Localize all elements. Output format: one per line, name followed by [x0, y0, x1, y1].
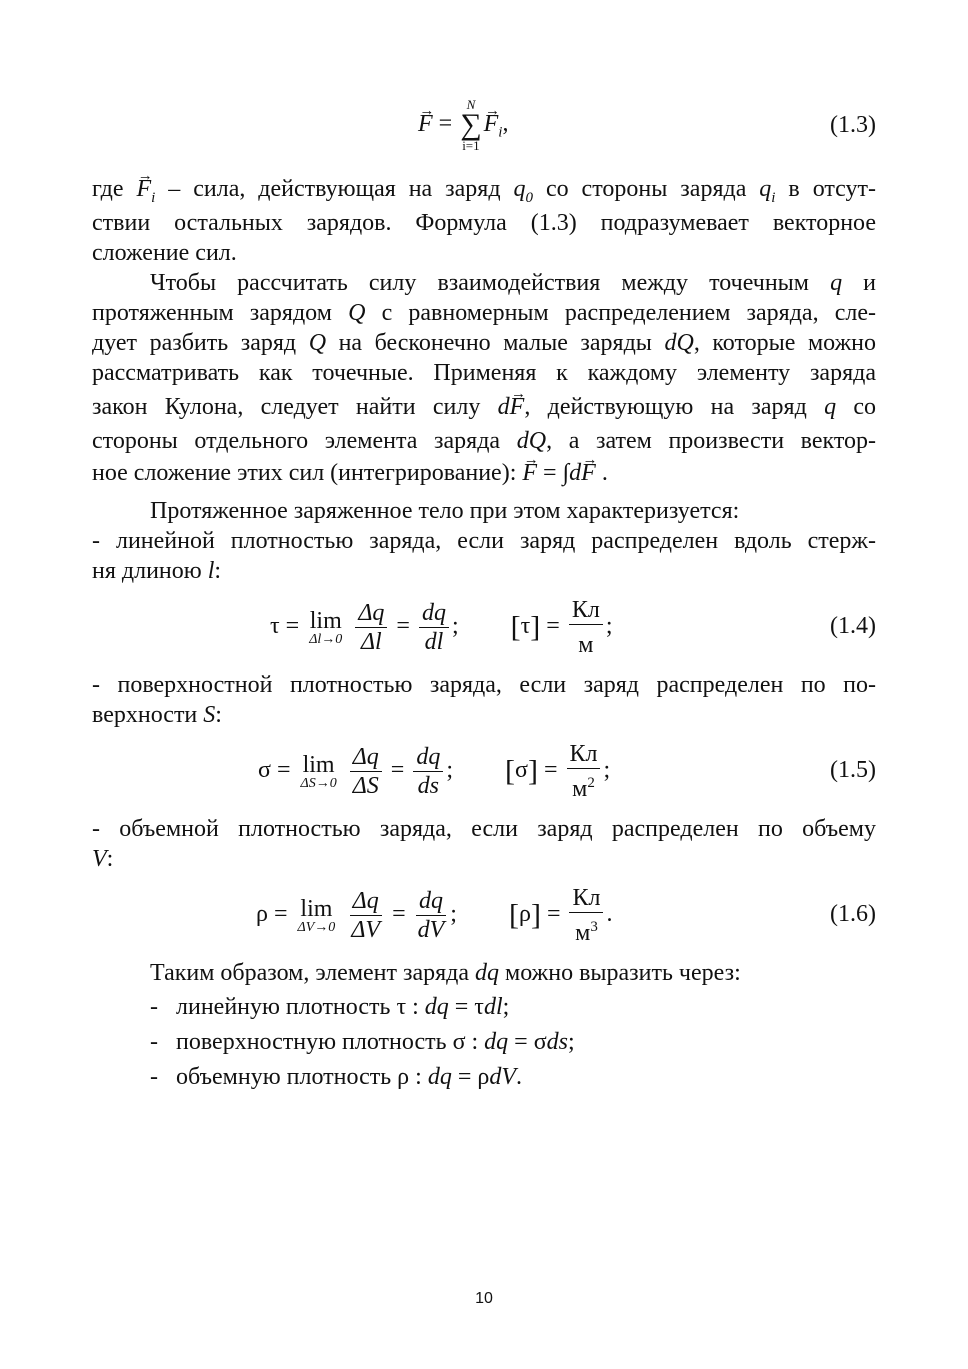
- paragraph-line: V:: [92, 846, 114, 872]
- paragraph-line: Чтобы рассчитать силу взаимодействия между точечным q и: [150, 270, 876, 296]
- paragraph-line: ня длиною l:: [92, 558, 222, 584]
- paragraph-line: ствии остальных зарядов. Формула (1.3) подразумевает векторное: [92, 210, 876, 236]
- paragraph-line: где → $F_i$ – сила, действующая на заряд $q_0$ со стороны заряда $q_i$ в отсут-: [92, 174, 876, 213]
- list-item: - поверхностную плотность σ : dq = σds;: [150, 1029, 575, 1055]
- paragraph-line: - линейной плотностью заряда, если заряд распределен вдоль стерж-: [92, 528, 876, 554]
- vector-F: → F: [418, 109, 433, 139]
- paragraph-line: протяженным зарядом Q с равномерным распределением заряда, сле-: [92, 300, 876, 326]
- equation-number-1-3: (1.3): [830, 112, 876, 138]
- paragraph-line: ное сложение этих сил (интегрирование): → F = ∫d→ F .: [92, 458, 876, 488]
- equation-1-5: σ = lim ΔS→0 $\frac{\Delta q}{\Delta S}$ = $\frac{dq}{ds}$ ; [σ] = $\frac{Кл}{м^2}$ ;: [258, 741, 611, 802]
- paragraph-line: - объемной плотностью заряда, если заряд распределен по объему: [92, 816, 876, 842]
- equation-number-1-4: (1.4): [830, 613, 876, 639]
- paragraph-line: Протяженное заряженное тело при этом характеризуется:: [150, 498, 740, 524]
- equation-1-4: τ = lim Δl→0 $\frac{\Delta q}{\Delta l}$ = $\frac{dq}{dl}$ ; [τ] = $\frac{Кл}{м}$ ;: [270, 597, 613, 658]
- equation-number-1-6: (1.6): [830, 901, 876, 927]
- paragraph-line: дует разбить заряд Q на бесконечно малые заряды dQ, которые можно: [92, 330, 876, 356]
- vector-F-i: → F: [484, 109, 499, 139]
- paragraph-line: - поверхностной плотностью заряда, если заряд распределен по по-: [92, 672, 876, 698]
- equation-1-3: → F = N ∑ i=1 → $F_i$,: [418, 98, 508, 152]
- paragraph-line: закон Кулона, следует найти силу d→ F, действующую на заряд q со: [92, 392, 876, 422]
- list-item: - линейную плотность τ : dq = τdl;: [150, 994, 510, 1020]
- paragraph-line: верхности S:: [92, 702, 222, 728]
- sum-operator: N ∑ i=1: [460, 97, 482, 153]
- paragraph-line: сложение сил.: [92, 240, 237, 266]
- paragraph-line: стороны отдельного элемента заряда dQ, а затем произвести вектор-: [92, 428, 877, 454]
- page-number: 10: [475, 1290, 493, 1307]
- list-item: - объемную плотность ρ : dq = ρdV.: [150, 1064, 522, 1090]
- equation-1-6: ρ = lim ΔV→0 $\frac{\Delta q}{\Delta V}$ = $\frac{dq}{dV}$ ; [ρ] = $\frac{Кл}{м^3}$ .: [256, 885, 613, 946]
- equation-number-1-5: (1.5): [830, 757, 876, 783]
- paragraph-line: рассматривать как точечные. Применяя к каждому элементу заряда: [92, 360, 876, 386]
- paragraph-line: Таким образом, элемент заряда dq можно выразить через:: [150, 960, 741, 986]
